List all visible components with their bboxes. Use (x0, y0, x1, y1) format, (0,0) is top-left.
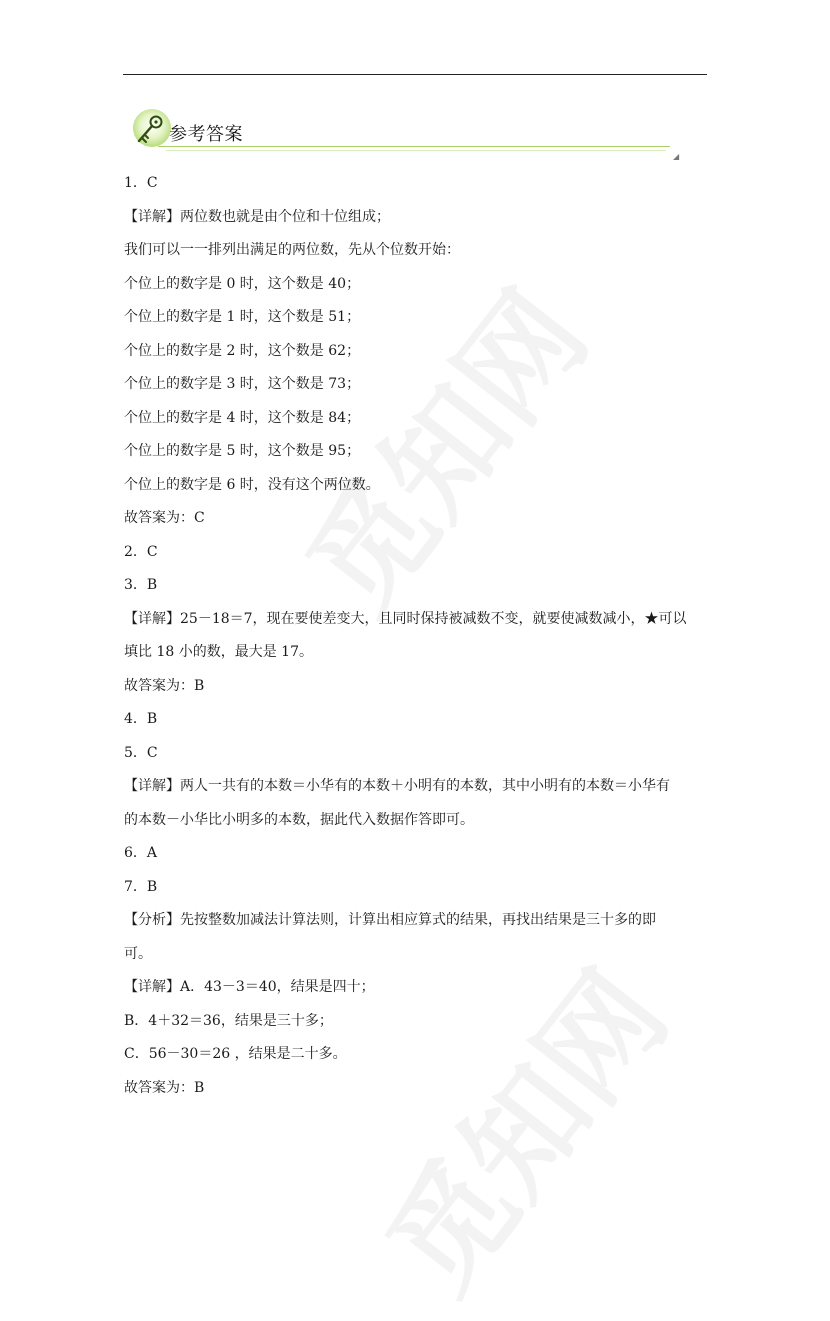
text-line: 1．C (124, 175, 158, 191)
answer-content (124, 172, 710, 1110)
text-line: 【详解】A．43－3＝40，结果是四十； (124, 979, 375, 995)
corner-mark: ◢ (673, 152, 680, 161)
text-line: 【详解】两人一共有的本数＝小华有的本数＋小明有的本数，其中小明有的本数＝小华有 (124, 778, 670, 794)
text-line: 【详解】25－18＝7，现在要使差变大，且同时保持被减数不变，就要使减数减小，★可以 (124, 610, 687, 627)
text-line: 我们可以一一排列出满足的两位数，先从个位数开始： (124, 242, 460, 258)
text-line: 【详解】两位数也就是由个位和十位组成； (124, 208, 390, 225)
text-line: 的本数－小华比小明多的本数，据此代入数据作答即可。 (124, 811, 474, 828)
text-line: 填比 18 小的数，最大是 17。 (124, 644, 313, 660)
text-line: 4．B (124, 711, 158, 727)
text-line: 故答案为：B (124, 1079, 205, 1096)
text-line: 个位上的数字是 0 时，这个数是 40； (124, 275, 361, 292)
text-line: 个位上的数字是 4 时，这个数是 84； (124, 409, 361, 426)
text-line: 6．A (124, 845, 158, 861)
text-line: 故答案为：C (124, 510, 205, 526)
text-line: 个位上的数字是 5 时，这个数是 95； (124, 443, 361, 459)
text-line: B．4＋32＝36，结果是三十多； (124, 1012, 333, 1029)
text-line: 【分析】先按整数加减法计算法则，计算出相应算式的结果，再找出结果是三十多的即 (124, 912, 656, 928)
text-line: 可。 (124, 945, 152, 962)
section-title: 参考答案 (169, 124, 243, 145)
header-rule-shadow (166, 150, 666, 151)
text-line: C．56－30＝26 ，结果是二十多。 (124, 1046, 347, 1062)
text-line: 故答案为：B (124, 677, 205, 694)
text-line: 个位上的数字是 2 时，这个数是 62； (124, 342, 361, 359)
header-rule (158, 146, 670, 147)
text-line: 3．B (124, 577, 158, 593)
text-line: 个位上的数字是 3 时，这个数是 73； (124, 376, 361, 392)
text-line: 个位上的数字是 1 时，这个数是 51； (124, 309, 361, 325)
section-header (130, 108, 680, 160)
text-line: 2．C (124, 543, 158, 560)
top-rule (123, 74, 707, 75)
text-line: 5．C (124, 744, 158, 761)
text-line: 个位上的数字是 6 时，没有这个两位数。 (124, 476, 380, 493)
text-line: 7．B (124, 878, 158, 895)
